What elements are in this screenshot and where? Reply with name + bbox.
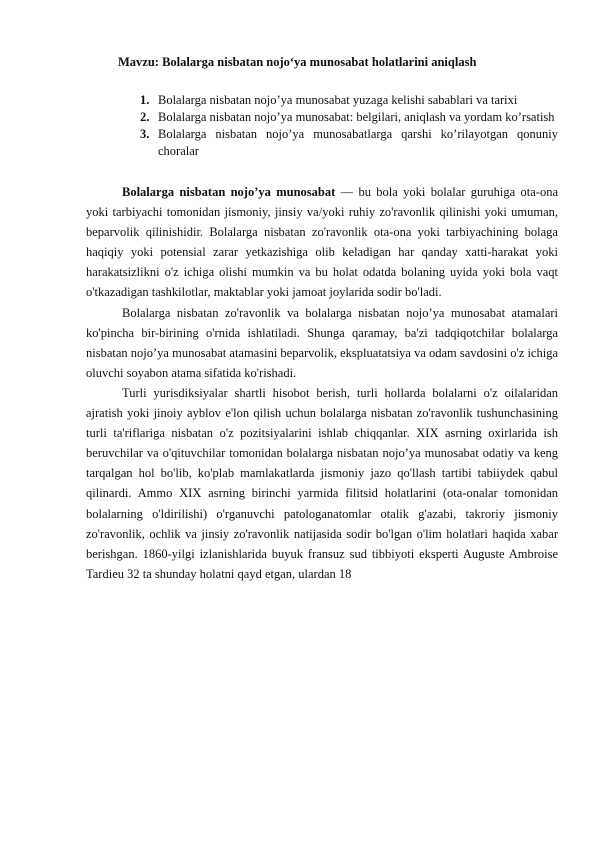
defined-term: Bolalarga nisbatan nojo’ya munosabat bbox=[122, 185, 336, 199]
terminology-paragraph: Bolalarga nisbatan zo'ravonlik va bolalarga nisbatan nojo’ya munosabat atamalari ko'pincha bir-birining o'rnida ishlatiladi. Shunga qaramay, ba'zi tadqiqotchilar bolalarga nisbatan nojo’ya munosabat atamasini beparvolik, ekspluatatsiya va odam savdosini o'z ichiga oluvchi soyabon atama sifatida ko'rishadi. bbox=[86, 305, 558, 380]
document-title: Mavzu: Bolalarga nisbatan nojo‘ya munosabat holatlarini aniqlash bbox=[118, 55, 477, 69]
outline-text: Bolalarga nisbatan nojo’ya munosabat: belgilari, aniqlash va yordam ko’rsatish bbox=[158, 110, 555, 124]
definition-paragraph bbox=[86, 182, 558, 303]
outline-item bbox=[86, 126, 558, 160]
outline-number: 1. bbox=[140, 93, 150, 107]
outline-text: Bolalarga nisbatan nojo’ya munosabat yuzaga kelishi sabablari va tarixi bbox=[158, 93, 518, 107]
outline-item bbox=[86, 92, 558, 109]
topic-outline bbox=[86, 92, 558, 160]
document-body bbox=[86, 182, 558, 584]
outline-number: 2. bbox=[140, 110, 150, 124]
document-page bbox=[86, 54, 558, 584]
outline-text: Bolalarga nisbatan nojo’ya munosabatlarga qarshi ko’rilayotgan qonuniy choralar bbox=[158, 127, 558, 158]
outline-item bbox=[86, 109, 558, 126]
definition-text: — bu bola yoki bolalar guruhiga ota-ona yoki tarbiyachi tomonidan jismoniy, jinsiy va/yoki ruhiy zo'ravonlik qilinishi yoki umuman, beparvolik qilinishidir. Bolalarga nisbatan zo'ravonlik ota-ona yoki tarbiyachining bolaga haqiqiy yoki potensial zarar yetkazishiga olib keladigan har qanday xatti-harakat yoki harakatsizlikni o'z ichiga olishi mumkin va bu holat odatda bolaning uyida yoki bola vaqt o'tkazadigan tashkilotlar, maktablar yoki jamoat joylarida sodir bo'ladi. bbox=[86, 185, 558, 300]
outline-number: 3. bbox=[140, 127, 150, 141]
history-paragraph: Turli yurisdiksiyalar shartli hisobot berish, turli hollarda bolalarni o'z oilalaridan ajratish yoki jinoiy ayblov e'lon qilish uchun bolalarga nisbatan zo'ravonlik tushunchasining turli ta'riflariga nisbatan o'z pozitsiyalarini ishlab chiqqanlar. XIX asrning oxirlarida ish beruvchilar va o'qituvchilar tomonidan bolalarga nisbatan nojo’ya munosabat odatiy va keng tarqalgan hol bo'lib, ko'plab mamlakatlarda jismoniy jazo qo'llash tartibi tabiiydek qabul qilinardi. Ammo XIX asrning birinchi yarmida filitsid holatlarini (ota-onalar tomonidan bolalarning o'ldirilishi) o'rganuvchi patologanatomlar otalik g'azabi, takroriy jismoniy zo'ravonlik, ochlik va jinsiy zo'ravonlik natijasida sodir bo'lgan o'lim holatlari haqida xabar berishgan. 1860-yilgi izlanishlarida buyuk fransuz sud tibbiyoti eksperti Auguste Ambroise Tardieu 32 ta shunday holatni qayd etgan, ulardan 18 bbox=[86, 385, 558, 581]
